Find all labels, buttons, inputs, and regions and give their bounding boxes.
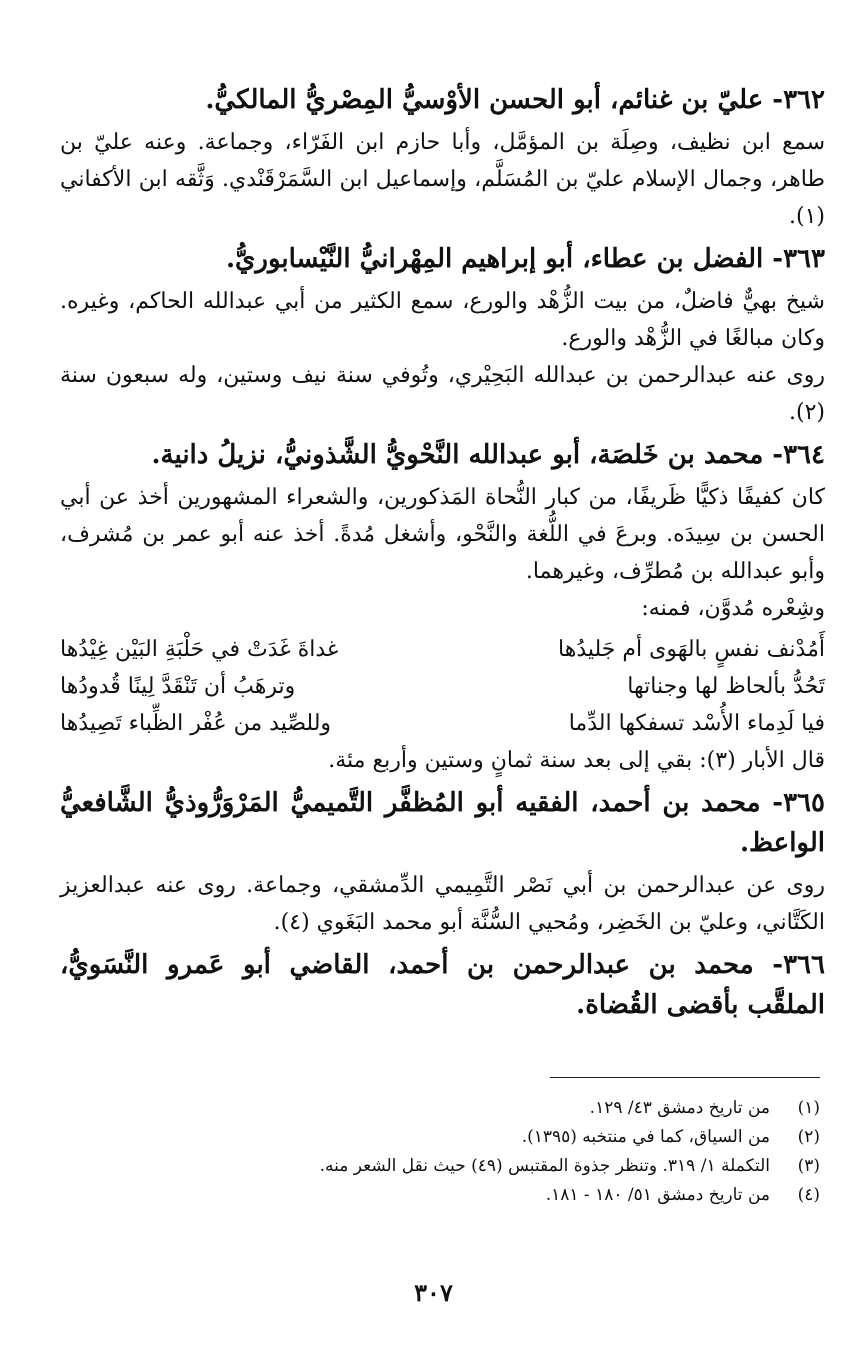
footnote-text: من تاريخ دمشق ٤٣/ ١٢٩.	[589, 1098, 770, 1118]
poem	[60, 631, 825, 742]
entry-heading: ٣٦٢- عليّ بن غنائم، أبو الحسن الأوْسيُّ المِصْريُّ المالكيُّ.	[205, 85, 825, 115]
biography-entry-366	[60, 945, 825, 1025]
poem-hemistich-second: غداةَ غَدَتْ في حَلْبَةِ البَيْن غِيْدُها	[60, 637, 339, 662]
biography-entry-362	[60, 80, 825, 235]
entry-paragraph: شيخ بهيٌّ فاضلٌ، من بيت الزُّهْد والورع، سمع الكثير من أبي عبدالله الحاكم، وغيره. وكان مبالغًا في الزُّهْد والورع.	[60, 289, 825, 351]
footnote-text: من السياق، كما في منتخبه (١٣٩٥).	[521, 1127, 770, 1147]
entry-text	[60, 742, 825, 779]
footnote-item	[150, 1094, 820, 1123]
footnote-item	[150, 1152, 820, 1181]
poem-hemistich-second: وترهَبُ أن تَنْقَدَّ لِينًا قُدودُها	[60, 674, 296, 699]
entry-heading: ٣٦٤- محمد بن خَلصَة، أبو عبدالله النَّحْويُّ الشَّذونيُّ، نزيلُ دانية.	[151, 440, 825, 470]
footnote-number: (١)	[797, 1098, 820, 1118]
biography-entry-365	[60, 783, 825, 941]
footnote-text: من تاريخ دمشق ٥١/ ١٨٠ - ١٨١.	[545, 1185, 770, 1205]
entry-text	[60, 867, 825, 941]
entry-text	[60, 124, 825, 235]
poem-verse	[60, 631, 825, 668]
entry-heading: ٣٦٣- الفضل بن عطاء، أبو إبراهيم المِهْرانيُّ النَّيْسابوريُّ.	[225, 244, 825, 274]
poem-hemistich-first: فيا لَدِماء الأُسْد تسفكها الدِّما	[568, 711, 825, 736]
entry-heading: ٣٦٦- محمد بن عبدالرحمن بن أحمد، القاضي أبو عَمرو النَّسَويُّ، الملقَّب بأقضى القُضاة.	[60, 950, 825, 1020]
footnote-number: (٣)	[797, 1156, 820, 1176]
entry-paragraph: روى عن عبدالرحمن بن أبي نَصْر التَّمِيمي الدِّمشقي، وجماعة. روى عنه عبدالعزيز الكَتَّاني، وعليّ بن الخَضِر، ومُحيي السُّنَّة أبو محمد البَغَوي (٤).	[60, 873, 825, 935]
footnote-number: (٤)	[797, 1185, 820, 1205]
biography-entry-363	[60, 239, 825, 431]
page-body	[60, 80, 825, 1029]
entry-text	[60, 283, 825, 431]
entry-paragraph: روى عنه عبدالرحمن بن عبدالله البَحِيْري، وتُوفي سنة نيف وستين، وله سبعون سنة (٢).	[60, 363, 825, 425]
entry-paragraph: كان كفيفًا ذكيًّا ظَريفًا، من كبار النُّحاة المَذكورين، والشعراء المشهورين أخذ عن أبي الحسن بن سِيدَه. وبرعَ في اللُّغة والنَّحْو، وأشغل مُدةً. أخذ عنه أبو عمر بن مُشرف، وأبو عبدالله بن مُطرِّف، وغيرهما.	[60, 485, 825, 584]
entry-paragraph: قال الأبار (٣): بقي إلى بعد سنة ثمانٍ وستين وأربع مئة.	[328, 748, 825, 773]
footnote-divider	[550, 1077, 820, 1078]
poem-hemistich-second: وللصِّيد من عُفْر الظِّباء تَصِيدُها	[60, 711, 332, 736]
footnote-text: التكملة ١/ ٣١٩. وتنظر جذوة المقتبس (٤٩) حيث نقل الشعر منه.	[319, 1156, 770, 1176]
poem-hemistich-first: أَمُدْنف نفسٍ بالهَوى أم جَليدُها	[558, 637, 825, 662]
poem-hemistich-first: تَحُدُّ بألحاظ لها وجناتها	[627, 674, 825, 699]
entry-heading: ٣٦٥- محمد بن أحمد، الفقيه أبو المُظفَّر التَّميميُّ المَرْوَرُّوذيُّ الشَّافعيُّ الواعظ.	[60, 788, 825, 858]
page-number: ٣٠٧	[414, 1278, 453, 1307]
footnote-number: (٢)	[797, 1127, 820, 1147]
entry-text	[60, 479, 825, 627]
footnote-item	[150, 1123, 820, 1152]
poem-verse	[60, 668, 825, 705]
biography-entry-364	[60, 435, 825, 779]
poem-verse	[60, 705, 825, 742]
entry-paragraph: وشِعْره مُدوَّن، فمنه:	[641, 596, 825, 621]
footnote-item	[150, 1181, 820, 1210]
footnotes	[150, 1094, 820, 1210]
entry-paragraph: سمع ابن نظيف، وصِلَة بن المؤمَّل، وأبا حازم ابن الفَرّاء، وجماعة. وعنه عليّ بن طاهر، وجمال الإسلام عليّ بن المُسَلَّم، وإسماعيل ابن السَّمَرْقَنْدي. وَثَّقه ابن الأكفاني (١).	[60, 130, 825, 229]
